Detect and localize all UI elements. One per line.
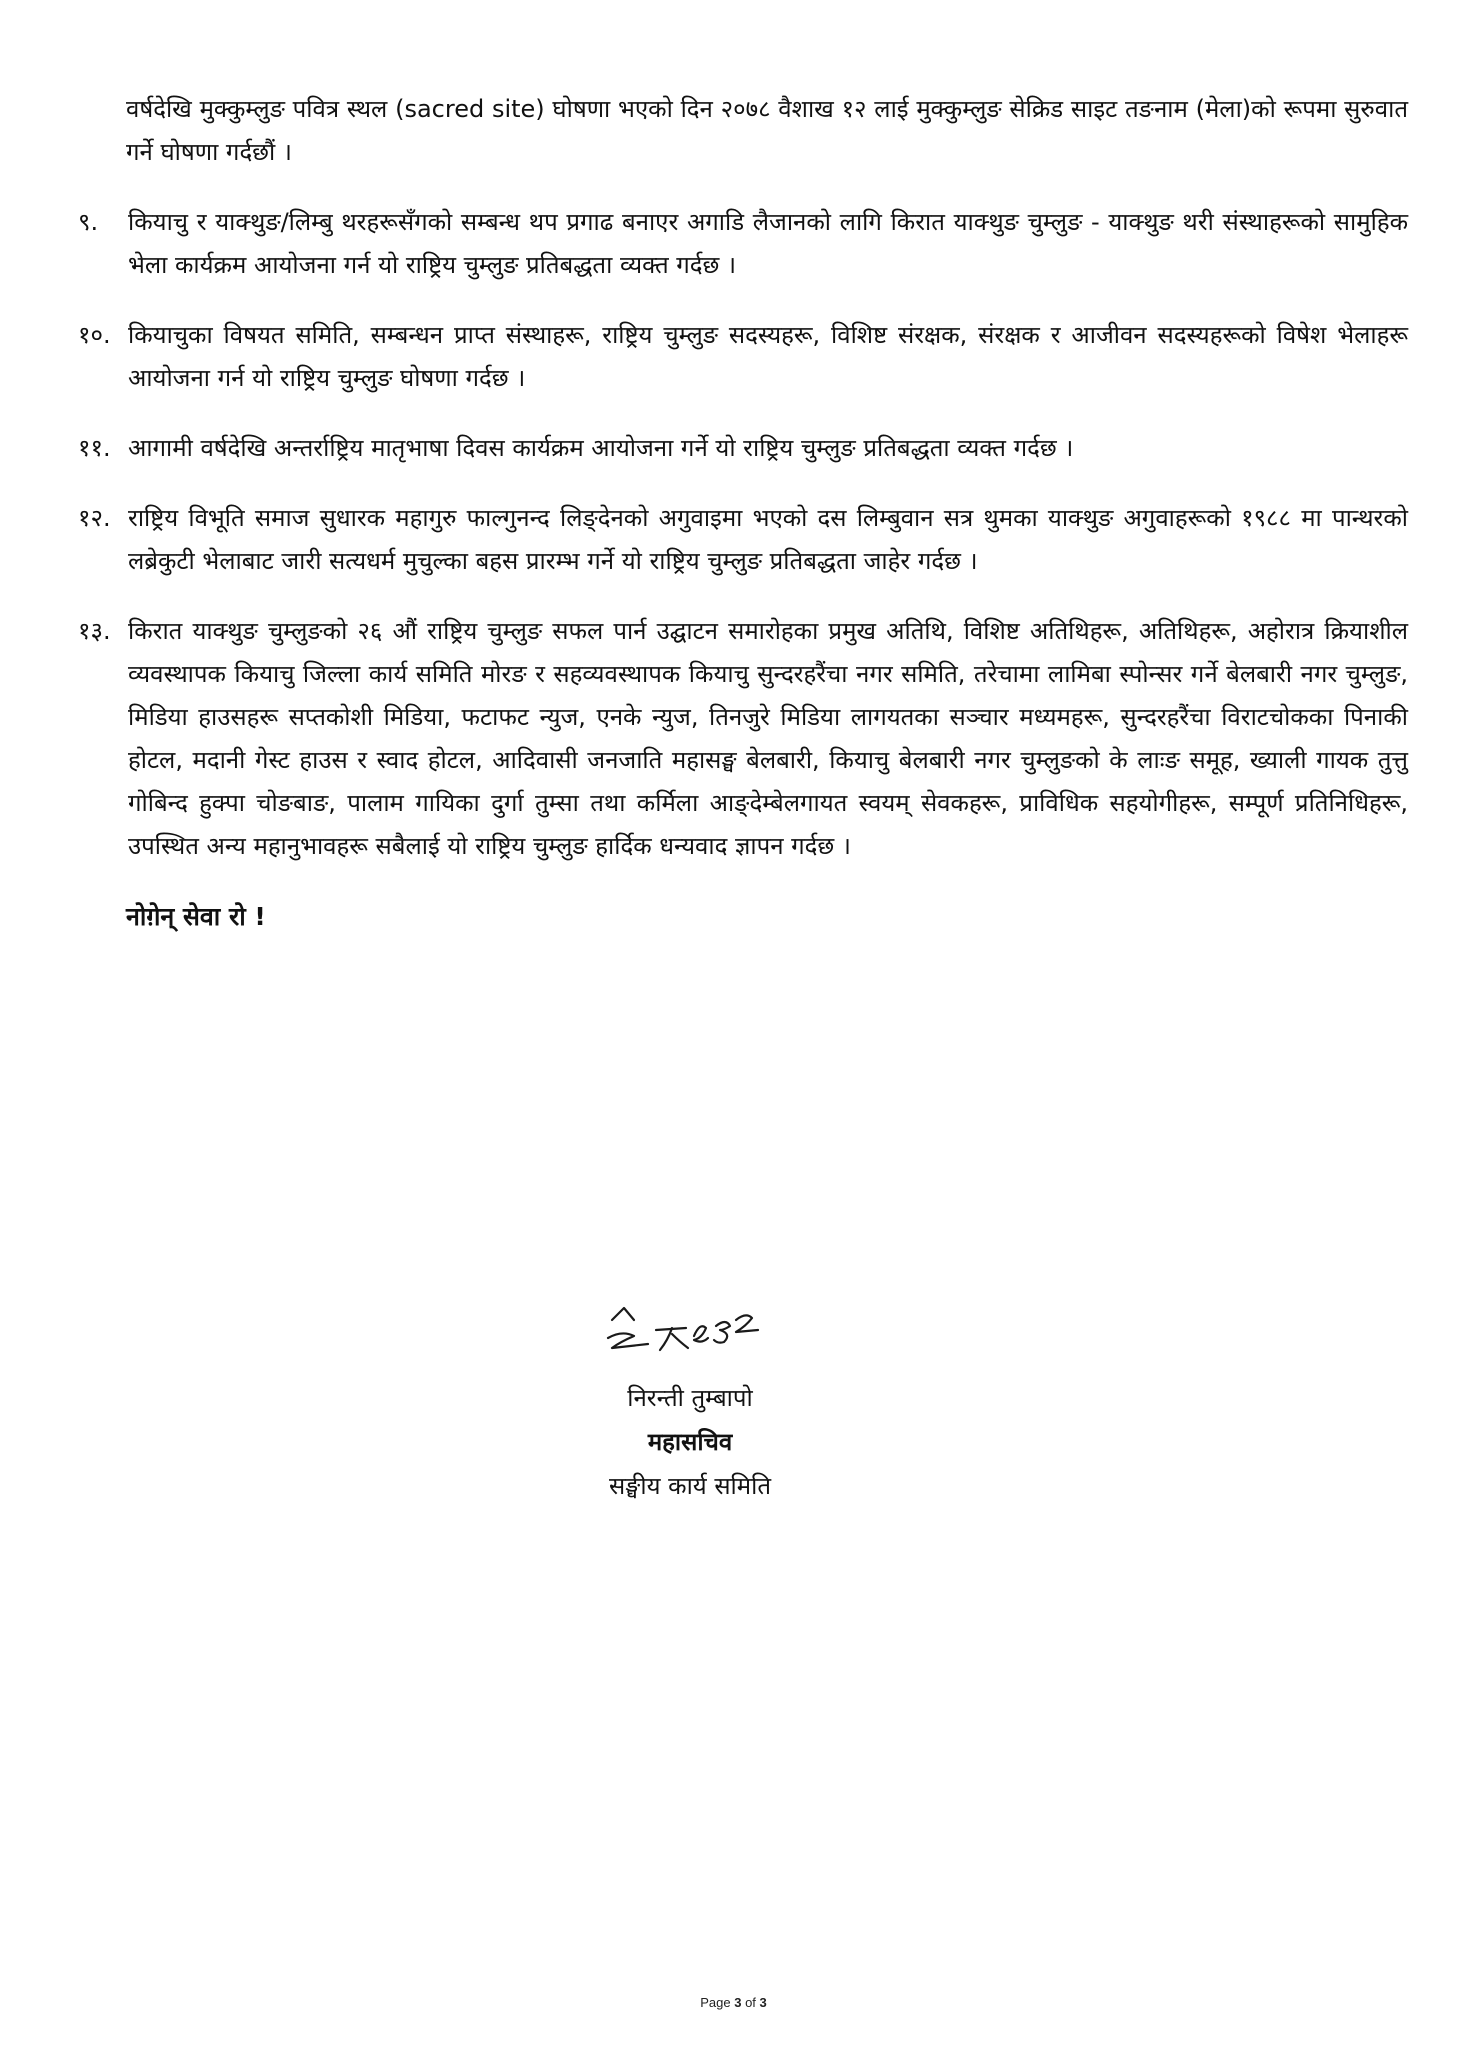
list-item [78,427,1408,470]
signatory-title: महासचिव [647,1428,733,1456]
current-page-number: 3 [734,1995,742,2010]
total-page-number: 3 [759,1995,767,2010]
signature-block [550,1290,830,1508]
item-number: १०. [78,321,111,349]
closing-salutation: नोगे़न् सेवा रो ! [126,902,266,931]
item-number: १२. [78,504,111,532]
signatory-body: सङ्घीय कार्य समिति [608,1472,772,1500]
list-item [78,314,1408,400]
item-text: कियाचुका विषयत समिति, सम्बन्धन प्राप्त संस्थाहरू, राष्ट्रिय चुम्लुङ सदस्यहरू, विशिष्ट संरक्षक, संरक्षक र आजीवन सदस्यहरूको विषेश भेलाहरू आयोजना गर्न यो राष्ट्रिय चुम्लुङ घोषणा गर्दछ । [128,321,1408,392]
page-label: Page [700,1995,731,2010]
list-item [78,610,1408,868]
handwritten-signature [590,1290,790,1370]
item-text: कियाचु र याक्थुङ/लिम्बु थरहरूसँगको सम्बन्ध थप प्रगाढ बनाएर अगाडि लैजानको लागि किरात याक्थुङ चुम्लुङ - याक्थुङ थरी संस्थाहरूको सामुहिक भेला कार्यक्रम आयोजना गर्न यो राष्ट्रिय चुम्लुङ प्रतिबद्धता व्यक्त गर्दछ । [128,208,1408,279]
item-text: आगामी वर्षदेखि अन्तर्राष्ट्रिय मातृभाषा दिवस कार्यक्रम आयोजना गर्ने यो राष्ट्रिय चुम्लुङ प्रतिबद्धता व्यक्त गर्दछ । [128,434,1074,462]
item-text: किरात याक्थुङ चुम्लुङको २६ औं राष्ट्रिय चुम्लुङ सफल पार्न उद्घाटन समारोहका प्रमुख अतिथि, विशिष्ट अतिथिहरू, अतिथिहरू, अहोरात्र क्रियाशील व्यवस्थापक कियाचु जिल्ला कार्य समिति मोरङ र सहव्यवस्थापक कियाचु सुन्दरहरैंचा नगर समिति, तरेचामा लामिबा स्पोन्सर गर्ने बेलबारी नगर चुम्लुङ, मिडिया हाउसहरू सप्तकोशी मिडिया, फटाफट न्युज, एनके न्युज, तिनजुरे मिडिया लागयतका सञ्चार मध्यमहरू, सुन्दरहरैंचा विराटचोकका पिनाकी होटल, मदानी गेस्ट हाउस र स्वाद होटल, आदिवासी जनजाति महासङ्घ बेलबारी, कियाचु बेलबारी नगर चुम्लुङको के लाःङ समूह, ख्याली गायक तुत्तु गोबिन्द हुक्पा चोङबाङ, पालाम गायिका दुर्गा तुम्सा तथा कर्मिला आङ्देम्बेलगायत स्वयम् सेवकहरू, प्राविधिक सहयोगीहरू, सम्पूर्ण प्रतिनिधिहरू, उपस्थित अन्य महानुभावहरू सबैलाई यो राष्ट्रिय चुम्लुङ हार्दिक धन्यवाद ज्ञापन गर्दछ । [128,617,1408,860]
document-body [78,88,1408,938]
page-footer [0,1995,1467,2010]
item-text: राष्ट्रिय विभूति समाज सुधारक महागुरु फाल्गुनन्द लिङ्देनको अगुवाइमा भएको दस लिम्बुवान सत्र थुमका याक्थुङ अगुवाहरूको १९८८ मा पान्थरको लब्रेकुटी भेलाबाट जारी सत्यधर्म मुचुल्का बहस प्रारम्भ गर्ने यो राष्ट्रिय चुम्लुङ प्रतिबद्धता जाहेर गर्दछ । [128,504,1408,575]
item-number: ९. [78,208,99,236]
signatory-name: निरन्ती तुम्बापो [627,1384,753,1412]
item-number: ११. [78,434,111,462]
item-number: १३. [78,617,111,645]
list-item [78,201,1408,287]
list-item [78,497,1408,583]
intro-paragraph: वर्षदेखि मुक्कुम्लुङ पवित्र स्थल (sacred site) घोषणा भएको दिन २०७८ वैशाख १२ लाई मुक्कुम्लुङ सेक्रिड साइट तङनाम (मेला)को रूपमा सुरुवात गर्ने घोषणा गर्दछौं । [126,95,1408,166]
of-label: of [745,1995,756,2010]
